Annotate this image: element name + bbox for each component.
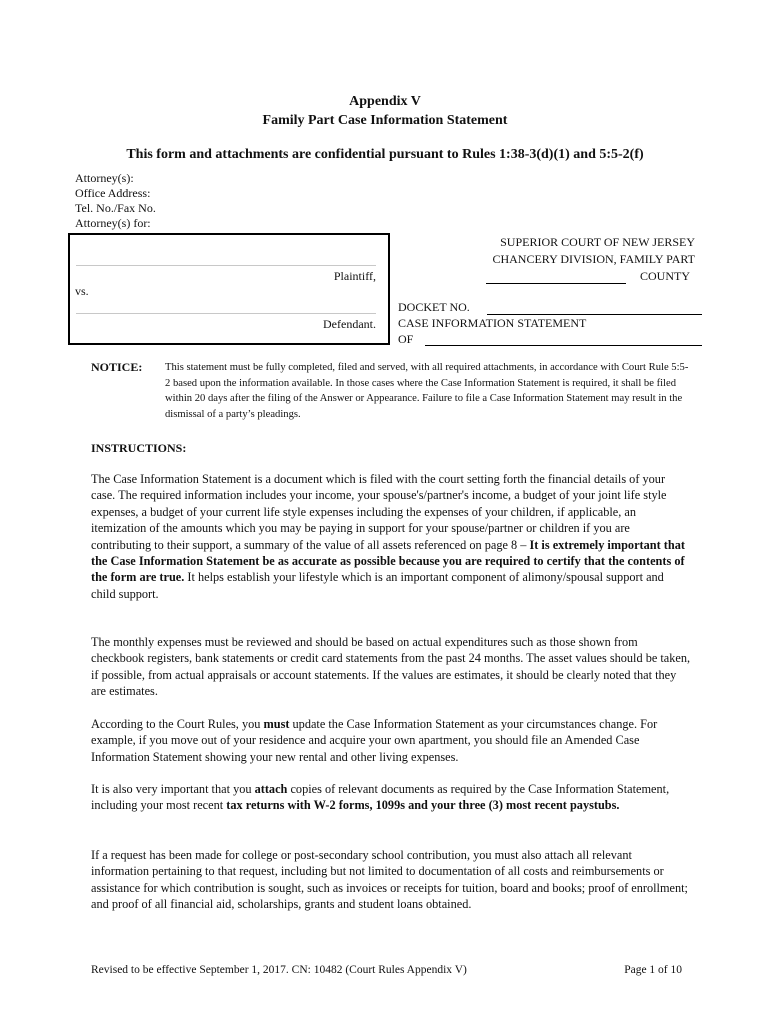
of-label: OF xyxy=(398,332,414,346)
instructions-paragraph-4 xyxy=(91,781,691,814)
tel-fax-label: Tel. No./Fax No. xyxy=(75,201,156,215)
p4-text-b: attach xyxy=(254,782,288,796)
instructions-paragraph-2: The monthly expenses must be reviewed and should be based on actual expenditures such as those shown from checkbook registers, bank statements or credit card statements from the past 24 months. The asset values should be taken, if possible, from actual appraisals or account statements. If the values are estimates, it should be clearly noted that they are estimates. xyxy=(91,635,691,699)
p3-text-c: update the Case Information Statement as your circumstances change. For example, if you move out of your residence and acquire your own apartment, you should file an Amended Case Information Statement showing your new rental and other living expenses. xyxy=(91,717,658,764)
office-address-label: Office Address: xyxy=(75,186,151,200)
confidential-notice: This form and attachments are confidential pursuant to Rules 1:38-3(d)(1) and 5:5-2(f) xyxy=(126,147,644,162)
defendant-label: Defendant. xyxy=(323,317,376,331)
p4-text-d: tax returns with W-2 forms, 1099s and your three (3) most recent paystubs. xyxy=(226,798,620,813)
docket-label: DOCKET NO. xyxy=(398,300,470,314)
p1-text-c: It helps establish your lifestyle which is an important component of alimony/spousal support and child support. xyxy=(91,570,664,601)
p3-text-a: According to the Court Rules, you xyxy=(91,717,264,731)
p1-text-a: The Case Information Statement is a document which is filed with the court setting forth the financial details of your case. The required information includes your income, your spouse's/partner's income, a budget of your joint life style expenses, a budget of your current life style expenses including the expenses of your children, if applicable, an itemization of the amounts which you may be paying in support for your spouse/partner or children if you are contributing to their support, a summary of the value of all assets referenced on page 8 – xyxy=(91,472,667,552)
vs-label: vs. xyxy=(75,284,89,298)
docket-number-field[interactable] xyxy=(487,314,702,315)
county-field[interactable] xyxy=(486,283,626,284)
notice-label: NOTICE: xyxy=(91,360,143,374)
instructions-paragraph-3 xyxy=(91,716,691,765)
notice-text: This statement must be fully completed, filed and served, with all required attachments, in accordance with Court Rule 5:5-2 based upon the information available. In those cases where the Case Information Statement is required, it shall be filed within 20 days after the filing of the Answer or Appearance. Failure to file a Case Information Statement may result in the dismissal of a party’s pleadings. xyxy=(165,362,689,420)
appendix-title: Appendix V xyxy=(349,94,421,109)
cis-label: CASE INFORMATION STATEMENT xyxy=(398,316,587,330)
attorneys-for-label: Attorney(s) for: xyxy=(75,216,151,230)
page-title: Family Part Case Information Statement xyxy=(262,113,508,128)
caption-box xyxy=(68,233,390,345)
p1-text-b: It is extremely important that the Case Information Statement be as accurate as possible because you are required to certify that the contents of the form are true. xyxy=(91,537,685,585)
instructions-paragraph-5: If a request has been made for college or post-secondary school contribution, you must also attach all relevant information pertaining to that request, including but not limited to documentation of all costs and reimbursements or assistance for which contribution is sought, such as invoices or receipts for tuition, board and books; proof of enrollment; and proof of all financial aid, scholarships, grants and student loans obtained. xyxy=(91,848,688,912)
defendant-name-line[interactable] xyxy=(76,313,376,314)
page-number: Page 1 of 10 xyxy=(624,964,682,976)
instructions-paragraph-1 xyxy=(91,471,691,602)
p4-text-c: copies of relevant documents as required by the Case Information Statement, including your most recent xyxy=(91,782,670,813)
plaintiff-name-line[interactable] xyxy=(76,265,376,266)
county-label: COUNTY xyxy=(640,269,690,283)
court-name: SUPERIOR COURT OF NEW JERSEY xyxy=(500,235,695,249)
court-division: CHANCERY DIVISION, FAMILY PART xyxy=(492,252,695,266)
p4-text-a: It is also very important that you xyxy=(91,782,255,796)
p3-text-b: must xyxy=(263,717,290,731)
plaintiff-label: Plaintiff, xyxy=(333,269,376,283)
attorneys-label: Attorney(s): xyxy=(75,171,134,185)
of-party-field[interactable] xyxy=(425,345,702,346)
revision-footer: Revised to be effective September 1, 2017. CN: 10482 (Court Rules Appendix V) xyxy=(91,964,467,976)
instructions-label: INSTRUCTIONS: xyxy=(91,441,187,455)
